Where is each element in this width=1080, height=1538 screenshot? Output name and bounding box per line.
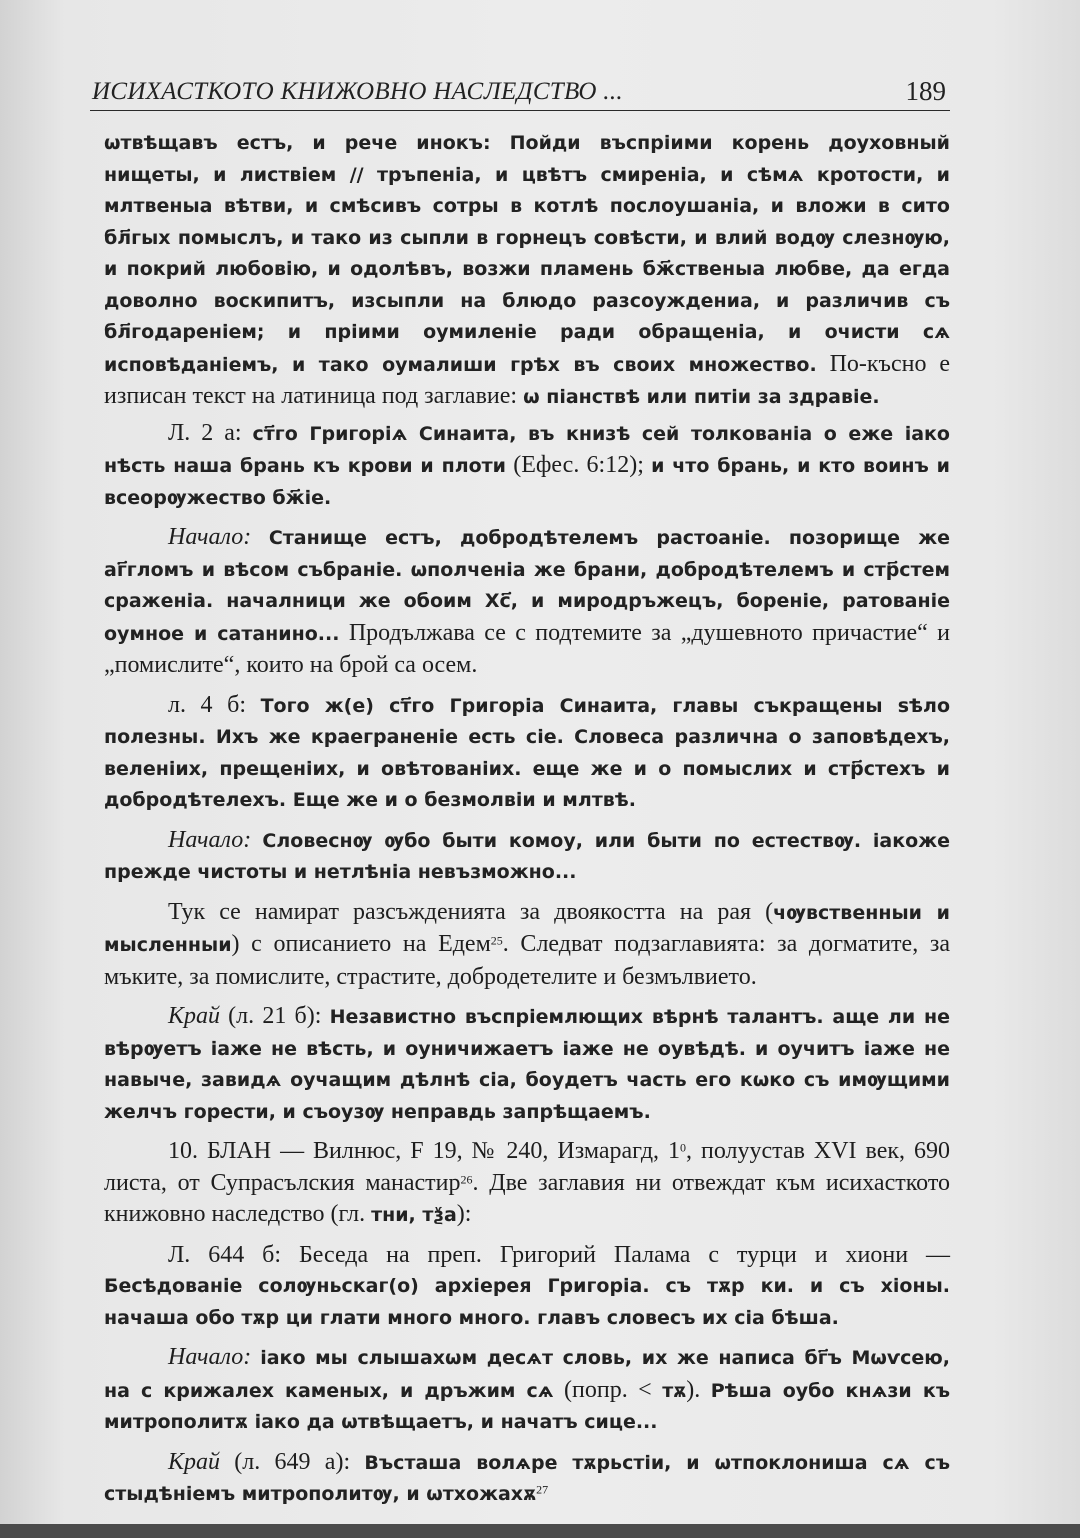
footnote-marker[interactable]: 27 (536, 1482, 549, 1497)
body-text: . Следват подзаглавията: за догматите, за мъките, за помислите, страстите, добродетелите и безмълвието. (104, 931, 950, 990)
paragraph-5 (104, 825, 950, 889)
incipit-label: Начало: (168, 826, 263, 853)
page-number: 189 (905, 76, 946, 106)
body-text: Продължава се с подтемите за „душевното причастие“ и „помислите“, които на брой са осем. (104, 619, 950, 678)
footnote-marker[interactable]: 25 (490, 933, 503, 948)
body-text: . Две заглавия ни отвеждат към исихасткото книжовно наследство (гл. (104, 1169, 951, 1227)
body-text: ): (456, 1201, 472, 1227)
church-slavonic-text: Рѣша оубо кнѧзи къ митрополитѫ іако да ѡтвѣщаетъ, и начатъ сице... (104, 1379, 950, 1433)
running-header (90, 70, 950, 111)
body-text: ) с описанието на Едем (231, 931, 491, 957)
paragraph-10 (104, 1342, 950, 1439)
paragraph-8 (104, 1136, 950, 1232)
page-bottom-edge (0, 1524, 1080, 1538)
folio-reference: (л. 21 б): (219, 1003, 330, 1029)
explicit-label: Край (168, 1003, 220, 1029)
body-text: , полуустав XVI век, 690 листа, от Супрасълския манастир (104, 1138, 950, 1196)
church-slavonic-text: іако мы слышахѡм десѧт словь, их же написа бг҃ъ Мѡѵсею, на с крижалех каменых, и дръжим сѧ (104, 1347, 950, 1402)
body-text: Тук се намират разсъжденията за двоякостта на рая ( (168, 898, 774, 925)
paragraph-4 (104, 690, 950, 817)
church-slavonic-text: Станище естъ, добродѣтелемъ растоаніе. позорище же аг҃гломъ и вѣсом събраніе. ѡполченіа же брани, добродѣтелемъ и стр҃стем сраженіа. началници же обоим Хс҃, и миродръжецъ, бореніе, ратованіе оумное и сатанино... (104, 527, 951, 645)
church-slavonic-text: Бесѣдованіе солѹньскаг(о) архіерея Григоріа. съ тѫр ки. и съ хіоны. начаша обо тѫр ци глати много много. главъ словесъ их сіа бѣша. (104, 1275, 950, 1329)
church-slavonic-text: ѡтвѣщавъ естъ, и рече инокъ: Пойди въспріими корень доуховный нищеты, и листвіем // тръпеніа, и цвѣтъ смиреніа, и сѣмѧ кротости, и млтвеныа вѣтви, и смѣсивъ сотры в котлѣ послоушаніа, и вложи в сито бл҃гых помыслъ, и тако из сыпли в горнецъ совѣсти, и влий водѹ слезнѹю, и покрий любовію, и одолѣвъ, возжи пламень бж҃ственыа любве, да егда доволно воскипитъ, изсыпли на блюдо разсоуждениа, и различив съ бл҃годареніем; и пріими оумиленіе ради обращеніа, и очисти сѧ исповѣданіемъ, и тако оумалиши грѣх въ своих множество. (104, 132, 950, 376)
church-slavonic-text: и что брань, и кто воинъ и всеорѹжество бж҃іе. (104, 455, 950, 509)
church-slavonic-text: ѡ піанствѣ или питіи за здравіе. (523, 386, 880, 408)
folio-reference: л. 4 б: (168, 691, 261, 718)
body-text: Л. 644 б: Беседа на преп. Григорий Палама с турци и хиони — (168, 1241, 950, 1268)
paragraph-2 (104, 418, 950, 515)
church-slavonic-text: Того ж(е) ст҃го Григоріа Синаита, главы съкращены ѕѣло полезны. Ихъ же краеграненіе есть сіе. Словеса различна о заповѣдехъ, веленіих, прещеніих, и овѣтованіих. еще же и о помыслих и стр҃стехъ и добродѣтелехъ. Еще же и о безмолвіи и млтвѣ. (104, 694, 950, 811)
church-slavonic-text: чѹвственныи и мысленныи (104, 901, 950, 956)
body-text: (попр. < (553, 1376, 663, 1403)
superscript-format: 0 (680, 1140, 687, 1155)
page-body (104, 128, 950, 1515)
paragraph-7 (104, 1001, 950, 1128)
incipit-label: Начало: (168, 524, 269, 550)
paragraph-3 (104, 522, 950, 682)
footnote-marker[interactable]: 26 (460, 1172, 473, 1187)
explicit-label: Край (168, 1448, 220, 1475)
paragraph-6 (104, 897, 950, 994)
folio-reference: (л. 649 а): (219, 1448, 365, 1475)
paragraph-9 (104, 1240, 950, 1335)
body-text: (Ефес. 6:12); (506, 452, 652, 478)
running-title: ИСИХАСТКОТО КНИЖОВНО НАСЛЕДСТВО ... (92, 78, 623, 105)
church-slavonic-text: Независтно въспріемлющих вѣрнѣ талантъ. аще ли не вѣрѹетъ іаже не вѣсть, и оуничижаетъ іаже не оувѣдѣ. и оучитъ іаже не навыче, завидѧ оучащим дѣлнѣ сіа, боудетъ часть его кѡко съ имѹщими желчъ горести, и съоузѹ неправдь запрѣщаемъ. (104, 1006, 950, 1123)
body-text: ). (686, 1376, 711, 1403)
church-slavonic-text: тни, тѯа (371, 1204, 457, 1226)
paragraph-1 (104, 128, 950, 414)
church-slavonic-text: тѫ (662, 1379, 687, 1402)
paragraph-11 (104, 1447, 950, 1511)
church-slavonic-text: Словеснѹ ѹбо быти комоу, или быти по естествѹ. іакоже прежде чистоты и нетлѣніа невъзможно... (104, 829, 950, 883)
church-slavonic-text: ст҃го Григоріѧ Синаита, въ книзѣ сей толкованіа о еже іако нѣсть наша брань къ крови и плоти (104, 422, 950, 477)
incipit-label: Начало: (168, 1344, 261, 1370)
folio-reference: Л. 2 а: (168, 419, 253, 446)
body-text: По-късно е изписан текст на латиница под заглавие: (104, 350, 950, 409)
church-slavonic-text: Въсташа волѧре тѫрьстіи, и ѡтпоклониша сѧ съ стыдѣніемъ митрополитѹ, и ѡтхожахѫ (104, 1451, 950, 1505)
body-text: 10. БЛАН — Вилнюс, F 19, № 240, Измарагд, 1 (168, 1138, 681, 1164)
